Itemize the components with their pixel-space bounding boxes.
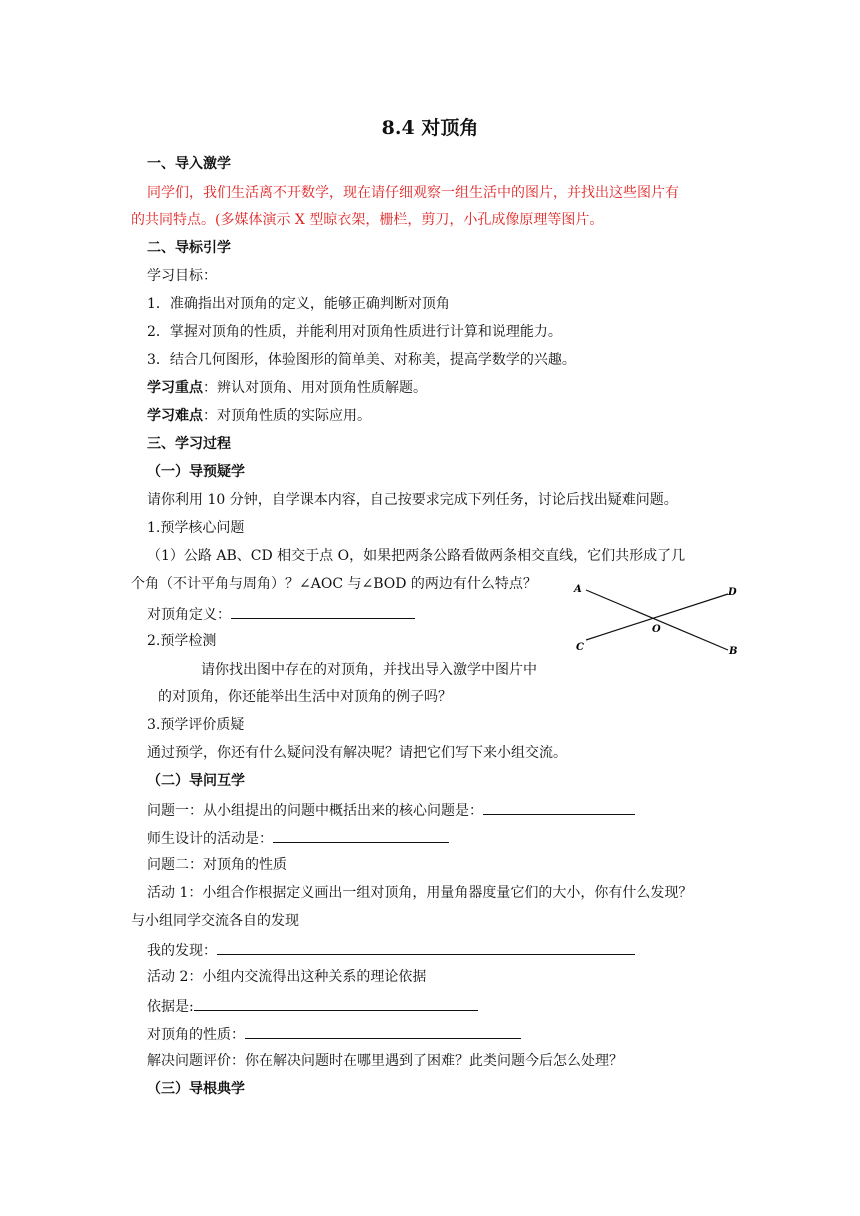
design-line	[147, 827, 449, 849]
activity-2-title: 活动 2：小组内交流得出这种关系的理论依据	[147, 969, 427, 985]
problem-1-blank[interactable]	[483, 799, 635, 815]
check-line-1: 请你找出图中存在的对顶角，并找出导入激学中图片中	[201, 662, 537, 678]
reflection-text: 解决问题评价：你在解决问题时在哪里遇到了困难？此类问题今后怎么处理？	[147, 1053, 623, 1069]
problem-1-text: 问题一：从小组提出的问题中概括出来的核心问题是：	[147, 803, 483, 819]
self-study-intro: 请你利用 10 分钟，自学课本内容，自己按要求完成下列任务，讨论后找出疑难问题。	[147, 492, 678, 508]
difficulty-text: ：对顶角性质的实际应用。	[203, 408, 371, 424]
design-blank[interactable]	[273, 827, 449, 843]
section-1-heading: 一、导入激学	[147, 156, 231, 172]
page-title: 8.4 对顶角	[381, 117, 479, 139]
question-1-line-2: 个角（不计平角与周角）？∠AOC 与∠BOD 的两边有什么特点？	[131, 576, 537, 592]
point-o-label: O	[652, 624, 661, 635]
finding-line	[147, 939, 635, 961]
pre-study-2-title: 2.预学检测	[147, 633, 217, 649]
basis-label: 依据是:	[147, 999, 194, 1015]
key-point-text: ：辨认对顶角、用对顶角性质解题。	[203, 380, 427, 396]
point-b-label: B	[729, 646, 738, 657]
property-line	[147, 1023, 521, 1045]
question-1-line-1: （1）公路 AB、CD 相交于点 O，如果把两条公路看做两条相交直线，它们共形成了几	[147, 548, 686, 564]
definition-blank[interactable]	[231, 603, 415, 619]
definition-line	[147, 603, 415, 625]
line-ab	[586, 590, 728, 650]
problem-1-line	[147, 799, 635, 821]
evaluation-text: 通过预学，你还有什么疑问没有解决呢？请把它们写下来小组交流。	[147, 745, 567, 761]
finding-label: 我的发现：	[147, 943, 217, 959]
point-a-label: A	[574, 584, 582, 595]
finding-blank[interactable]	[217, 939, 635, 955]
check-line-2: 的对顶角，你还能举出生活中对顶角的例子吗？	[158, 689, 452, 705]
basis-blank[interactable]	[194, 995, 478, 1011]
pre-study-3-title: 3.预学评价质疑	[147, 717, 245, 733]
subsection-3-heading: （三）导根典学	[147, 1081, 245, 1097]
intro-paragraph-line-1: 同学们，我们生活离不开数学，现在请仔细观察一组生活中的图片，并找出这些图片有	[147, 185, 679, 201]
goal-2: 2．掌握对顶角的性质，并能利用对顶角性质进行计算和说理能力。	[147, 324, 562, 340]
goals-label: 学习目标：	[147, 268, 217, 284]
key-point	[147, 378, 427, 398]
goal-3: 3．结合几何图形，体验图形的简单美、对称美，提高学数学的兴趣。	[147, 352, 576, 368]
difficulty-label: 学习难点	[147, 408, 203, 424]
design-text: 师生设计的活动是：	[147, 831, 273, 847]
point-c-label: C	[576, 642, 584, 653]
basis-line	[147, 995, 478, 1017]
property-label: 对顶角的性质：	[147, 1027, 245, 1043]
section-3-heading: 三、学习过程	[147, 436, 231, 452]
key-point-label: 学习重点	[147, 380, 203, 396]
difficulty-point	[147, 406, 371, 426]
intro-paragraph-line-2: 的共同特点。(多媒体演示 X 型晾衣架，栅栏，剪刀，小孔成像原理等图片。	[131, 212, 604, 228]
intersecting-lines-figure	[568, 578, 748, 660]
activity-1-line-1: 活动 1：小组合作根据定义画出一组对顶角，用量角器度量它们的大小，你有什么发现？	[147, 885, 693, 901]
activity-1-line-2: 与小组同学交流各自的发现	[131, 913, 299, 929]
definition-label: 对顶角定义：	[147, 607, 231, 623]
section-2-heading: 二、导标引学	[147, 240, 231, 256]
problem-2-title: 问题二：对顶角的性质	[147, 857, 287, 873]
goal-1: 1．准确指出对顶角的定义，能够正确判断对顶角	[147, 296, 450, 312]
subsection-2-heading: （二）导问互学	[147, 773, 245, 789]
subsection-1-heading: （一）导预疑学	[147, 464, 245, 480]
pre-study-1-title: 1.预学核心问题	[147, 520, 245, 536]
point-d-label: D	[728, 587, 737, 598]
property-blank[interactable]	[245, 1023, 521, 1039]
